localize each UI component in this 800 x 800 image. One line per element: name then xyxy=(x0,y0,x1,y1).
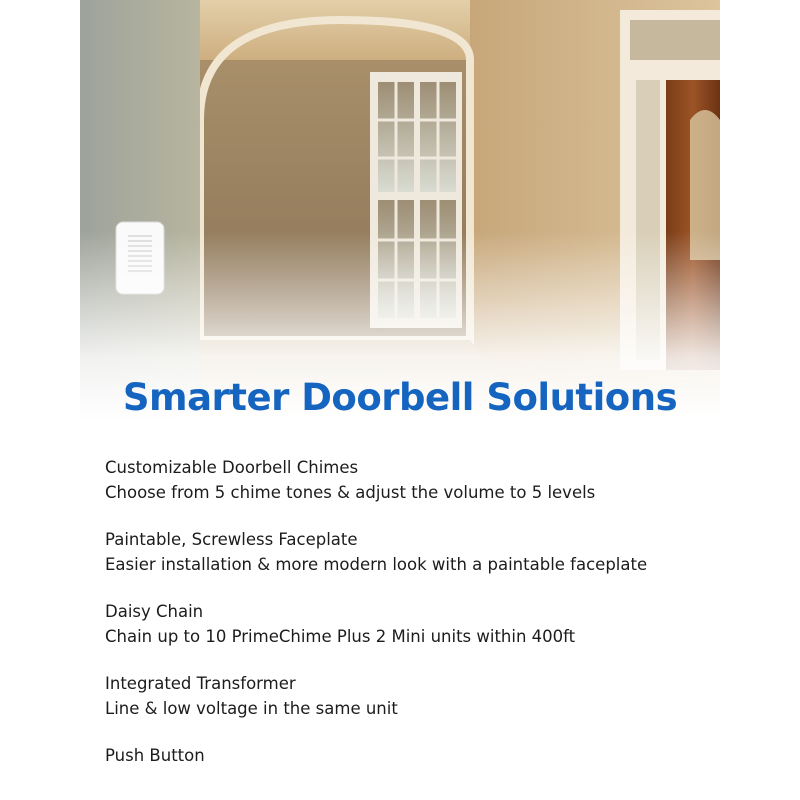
feature-description: Choose from 5 chime tones & adjust the volume to 5 levels xyxy=(105,483,596,502)
feature-title: Paintable, Screwless Faceplate xyxy=(105,530,358,549)
feature-title: Customizable Doorbell Chimes xyxy=(105,458,359,477)
feature-description: Easier installation & more modern look with a paintable faceplate xyxy=(105,555,648,574)
headline: Smarter Doorbell Solutions xyxy=(122,376,678,419)
feature-item xyxy=(105,527,745,577)
feature-title: Integrated Transformer xyxy=(105,674,296,693)
feature-description: Line & low voltage in the same unit xyxy=(105,699,398,718)
feature-title: Push Button xyxy=(105,746,205,765)
feature-item xyxy=(105,455,745,505)
feature-item xyxy=(105,599,745,649)
feature-description: Chain up to 10 PrimeChime Plus 2 Mini units within 400ft xyxy=(105,627,576,646)
feature-title: Daisy Chain xyxy=(105,602,204,621)
feature-item xyxy=(105,743,745,768)
feature-list xyxy=(105,455,745,790)
feature-item xyxy=(105,671,745,721)
hero-room-photo xyxy=(80,0,720,420)
